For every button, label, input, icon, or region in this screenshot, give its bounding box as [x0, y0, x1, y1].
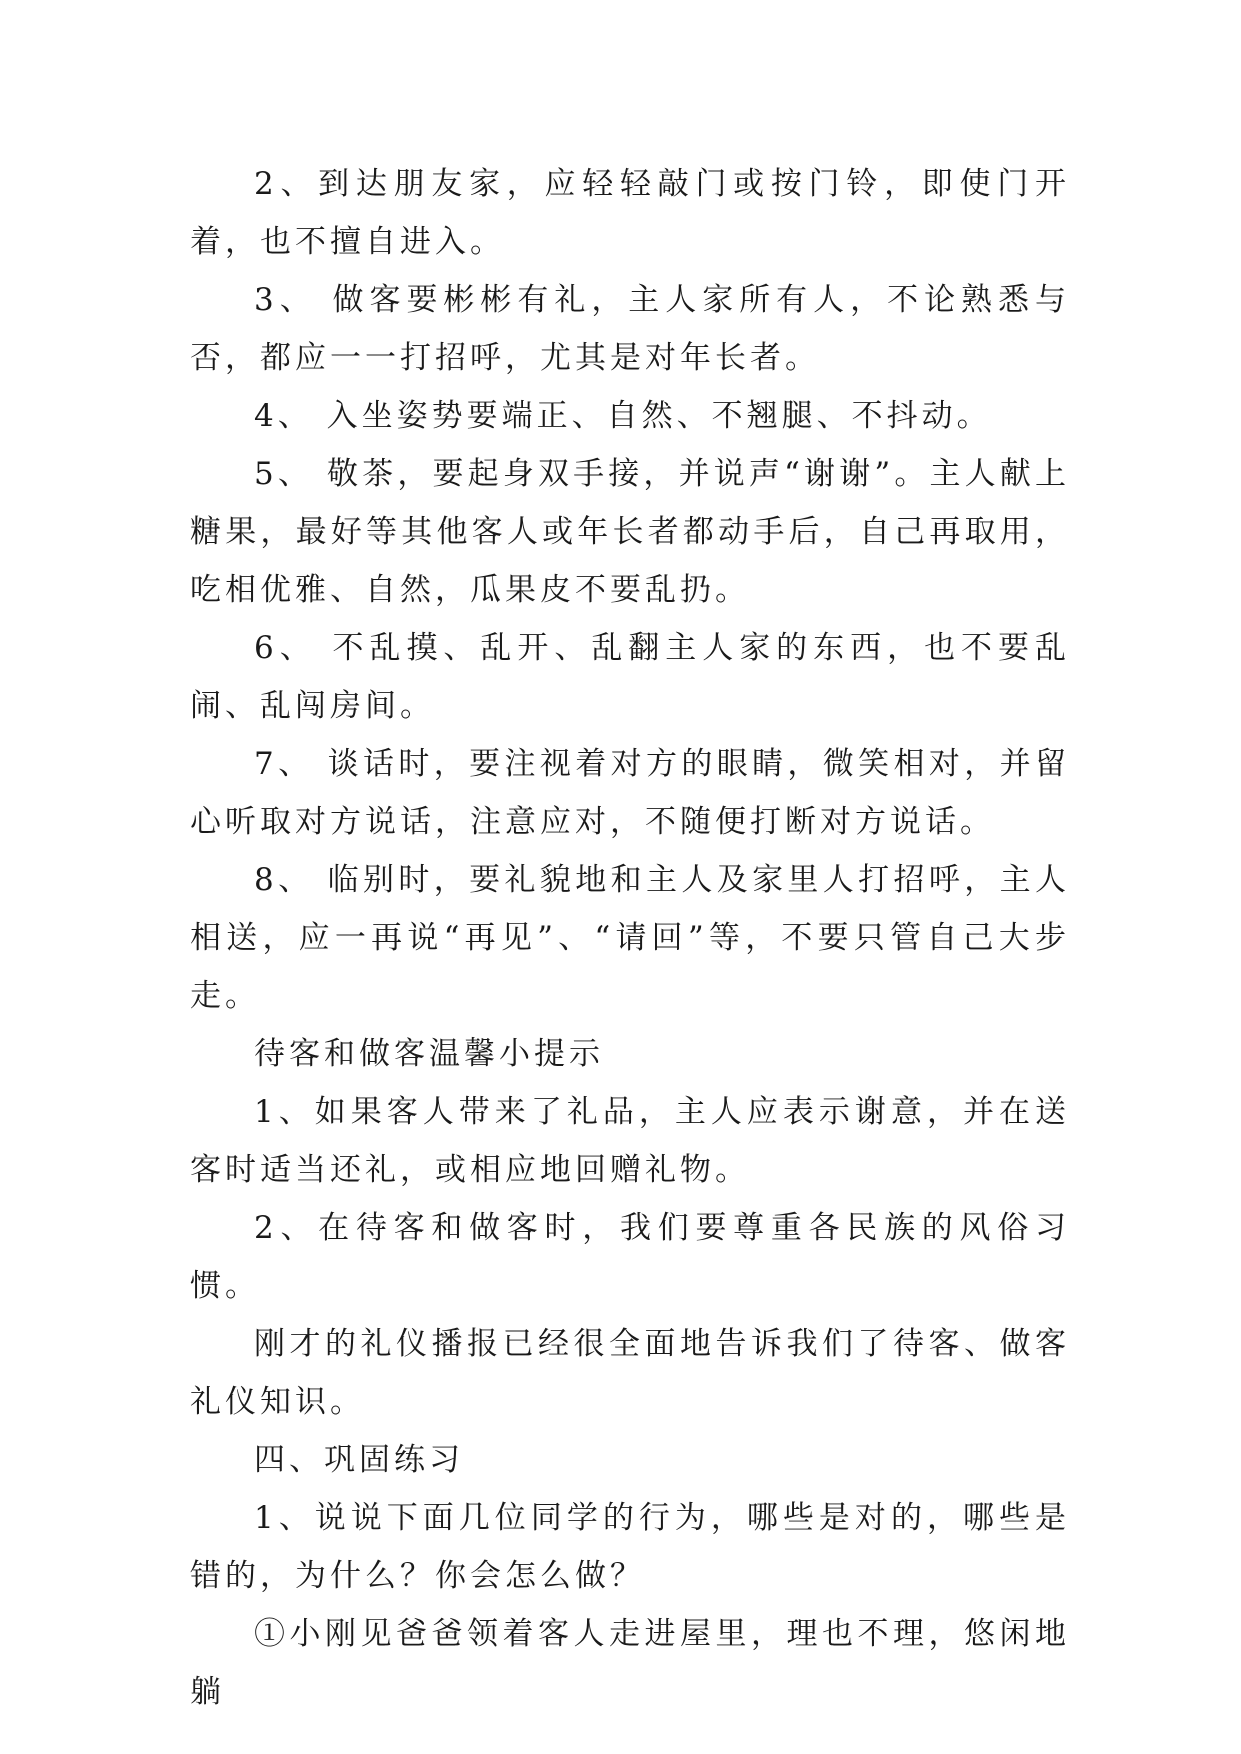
paragraph-practice-question: 1、说说下面几位同学的行为，哪些是对的，哪些是错的，为什么？你会怎么做？ — [190, 1500, 1070, 1594]
document-body — [190, 155, 1070, 1721]
paragraph-summary: 刚才的礼仪播报已经很全面地告诉我们了待客、做客礼仪知识。 — [190, 1326, 1070, 1420]
paragraph-conversation: 7、 谈话时，要注视着对方的眼睛，微笑相对，并留心听取对方说话，注意应对，不随便打断对方说话。 — [190, 746, 1070, 840]
paragraph-no-touching: 6、 不乱摸、乱开、乱翻主人家的东西，也不要乱闹、乱闯房间。 — [190, 630, 1070, 724]
paragraph-visit-knock: 2、到达朋友家，应轻轻敲门或按门铃，即使门开着，也不擅自进入。 — [190, 166, 1070, 260]
paragraph-farewell: 8、 临别时，要礼貌地和主人及家里人打招呼，主人相送，应一再说“再见”、“请回”等，不要只管自己大步走。 — [190, 862, 1070, 1014]
section-heading-practice: 四、巩固练习 — [254, 1442, 464, 1478]
paragraph-polite-greeting: 3、 做客要彬彬有礼，主人家所有人，不论熟悉与否，都应一一打招呼，尤其是对年长者。 — [190, 282, 1070, 376]
paragraph-gift-tip: 1、如果客人带来了礼品，主人应表示谢意，并在送客时适当还礼，或相应地回赠礼物。 — [190, 1094, 1070, 1188]
paragraph-tea-and-sweets: 5、 敬茶，要起身双手接，并说声“谢谢”。主人献上糖果，最好等其他客人或年长者都动手后，自己再取用，吃相优雅、自然，瓜果皮不要乱扔。 — [190, 456, 1070, 608]
paragraph-scenario-1: ①小刚见爸爸领着客人走进屋里，理也不理，悠闲地躺 — [190, 1616, 1070, 1710]
paragraph-sitting-posture: 4、 入坐姿势要端正、自然、不翘腿、不抖动。 — [254, 398, 992, 434]
paragraph-customs-tip: 2、在待客和做客时，我们要尊重各民族的风俗习惯。 — [190, 1210, 1070, 1304]
section-heading-tips: 待客和做客温馨小提示 — [254, 1036, 604, 1072]
